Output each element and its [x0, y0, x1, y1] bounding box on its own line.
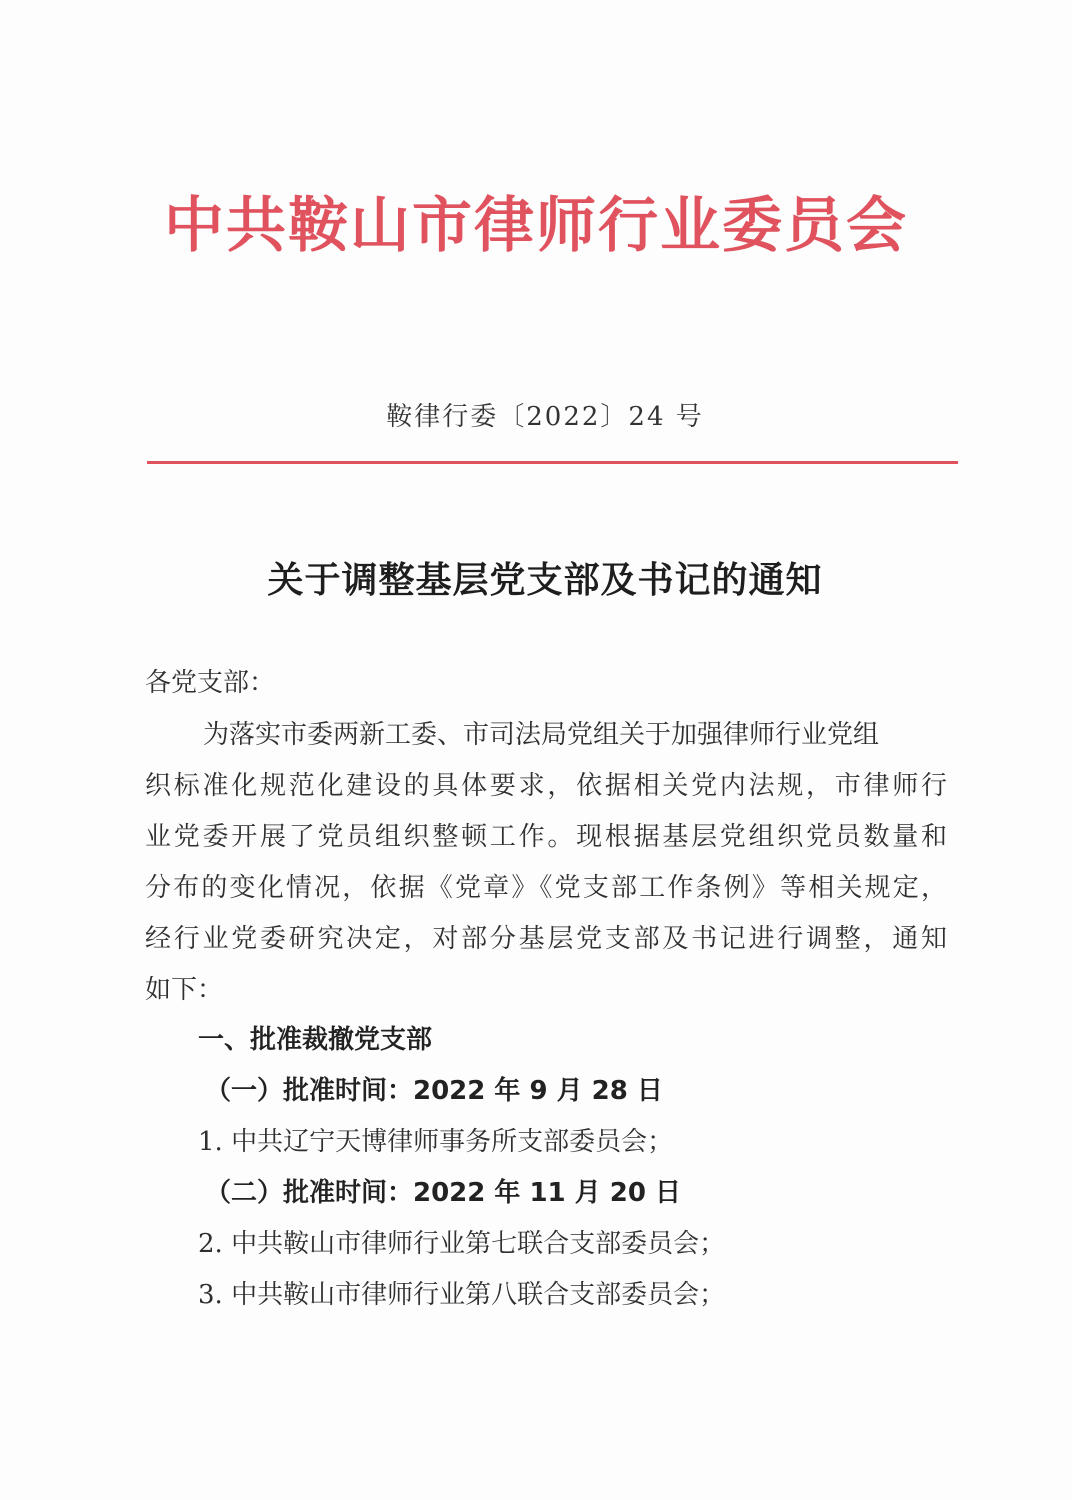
organization-masthead: 中共鞍山市律师行业委员会 — [164, 191, 908, 261]
approval-date-label-1: （一）批准时间：2022 年 9 月 28 日 — [205, 1076, 663, 1106]
document-number: 鞍律行委〔2022〕24 号 — [386, 402, 704, 432]
body-paragraph-line-1: 为落实市委两新工委、市司法局党组关于加强律师行业党组 — [203, 720, 880, 750]
body-paragraph-line-6: 如下： — [145, 975, 224, 1005]
body-paragraph-line-4: 分布的变化情况，依据《党章》《党支部工作条例》等相关规定， — [145, 873, 947, 903]
list-item: 1. 中共辽宁天博律师事务所支部委员会； — [198, 1127, 674, 1157]
list-item: 3. 中共鞍山市律师行业第八联合支部委员会； — [198, 1280, 726, 1310]
body-paragraph-line-5: 经行业党委研究决定，对部分基层党支部及书记进行调整，通知 — [145, 924, 947, 954]
approval-date-label-2: （二）批准时间：2022 年 11 月 20 日 — [205, 1178, 681, 1208]
section-heading: 一、批准裁撤党支部 — [198, 1025, 433, 1055]
list-item: 2. 中共鞍山市律师行业第七联合支部委员会； — [198, 1229, 726, 1259]
body-paragraph-line-3: 业党委开展了党员组织整顿工作。现根据基层党组织党员数量和 — [145, 822, 947, 852]
body-paragraph-line-2: 织标准化规范化建设的具体要求，依据相关党内法规，市律师行 — [145, 771, 947, 801]
salutation: 各党支部： — [145, 668, 276, 698]
document-title: 关于调整基层党支部及书记的通知 — [267, 559, 823, 601]
red-divider-line — [147, 461, 958, 464]
